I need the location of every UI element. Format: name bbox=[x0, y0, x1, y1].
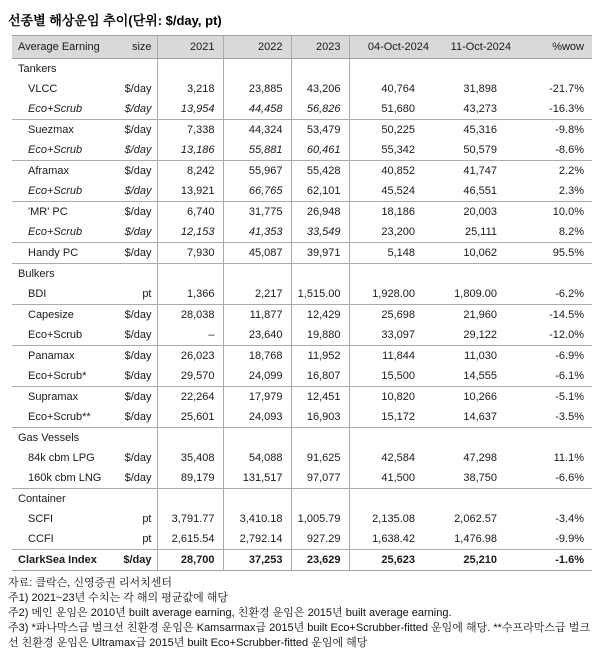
row-label: Aframax bbox=[12, 161, 110, 182]
cell-04-oct-2024: 45,524 bbox=[381, 185, 415, 197]
row-unit bbox=[110, 489, 157, 510]
cell-wow bbox=[519, 428, 592, 449]
column-header-2021: 2021 bbox=[157, 36, 223, 59]
cell-2022: 3,410.18 bbox=[223, 509, 291, 529]
cell-wow: 2.2% bbox=[519, 161, 592, 182]
cell-04-oct-2024: 1,928.00 bbox=[372, 288, 415, 300]
cell-11-oct-2024: 1,476.98 bbox=[454, 533, 497, 545]
cell-04-oct-2024: 40,764 bbox=[381, 83, 415, 95]
cell-11-oct-2024: 38,750 bbox=[463, 472, 497, 484]
cell-wow: -3.5% bbox=[555, 411, 584, 423]
cell-11-oct-2024 bbox=[437, 59, 519, 80]
column-header-wow: %wow bbox=[519, 36, 592, 59]
cell-11-oct-2024: 29,122 bbox=[463, 329, 497, 341]
table-row bbox=[12, 79, 592, 99]
cell-2023: 26,948 bbox=[291, 202, 349, 223]
cell-2022: 41,353 bbox=[223, 222, 291, 243]
row-unit: $/day bbox=[110, 346, 157, 367]
cell-2023 bbox=[291, 489, 349, 510]
cell-11-oct-2024 bbox=[437, 428, 519, 449]
column-header-11-oct-2024: 11-Oct-2024 bbox=[437, 36, 519, 59]
cell-2021: 8,242 bbox=[157, 161, 223, 182]
cell-2022: 23,640 bbox=[223, 325, 291, 346]
cell-11-oct-2024 bbox=[437, 264, 519, 285]
table-row bbox=[12, 468, 592, 489]
cell-2021: 12,153 bbox=[157, 222, 223, 243]
page-title: 선종별 해상운임 추이(단위: $/day, pt) bbox=[8, 13, 222, 28]
cell-04-oct-2024: 11,844 bbox=[349, 346, 437, 367]
cell-wow: -8.6% bbox=[555, 144, 584, 156]
cell-2021 bbox=[157, 264, 223, 285]
cell-2022 bbox=[223, 489, 291, 510]
cell-wow: -21.7% bbox=[549, 83, 584, 95]
row-label: Eco+Scrub bbox=[28, 226, 83, 238]
table-row bbox=[12, 407, 592, 428]
cell-04-oct-2024: 10,820 bbox=[349, 387, 437, 408]
table-row bbox=[12, 305, 592, 326]
cell-2023 bbox=[291, 264, 349, 285]
cell-2022: 24,099 bbox=[223, 366, 291, 387]
note-2: 주2) 메인 운임은 2010년 built average earning, 친환경 운임은 2015년 built average earning. bbox=[8, 607, 452, 619]
row-unit: $/day bbox=[110, 407, 157, 428]
cell-wow: -14.5% bbox=[519, 305, 592, 326]
table-row bbox=[12, 550, 592, 571]
cell-2023: 55,428 bbox=[291, 161, 349, 182]
cell-2023: 43,206 bbox=[291, 79, 349, 99]
cell-2022: 45,087 bbox=[223, 243, 291, 264]
cell-2021 bbox=[157, 59, 223, 80]
table-row bbox=[12, 161, 592, 182]
table-row bbox=[12, 448, 592, 468]
row-label: Supramax bbox=[12, 387, 110, 408]
cell-11-oct-2024: 20,003 bbox=[437, 202, 519, 223]
cell-11-oct-2024: 46,551 bbox=[463, 185, 497, 197]
cell-04-oct-2024: 5,148 bbox=[349, 243, 437, 264]
row-label: 'MR' PC bbox=[12, 202, 110, 223]
note-3: 주3) *파나막스급 벌크선 친환경 운임은 Kamsarmax급 2015년 built Eco+Scrubber-fitted 운임에 해당. **수프라막스급 벌크선 친환경 운임은 Ultramax급 2015년 built Eco+Scrubber-fitted 운임에 해당 bbox=[8, 622, 590, 649]
cell-04-oct-2024 bbox=[349, 264, 437, 285]
row-unit bbox=[110, 59, 157, 80]
cell-wow: -16.3% bbox=[549, 103, 584, 115]
cell-2021: 13,921 bbox=[157, 181, 223, 202]
cell-2022: 55,967 bbox=[223, 161, 291, 182]
row-label: ClarkSea Index bbox=[12, 550, 110, 571]
cell-2022: 11,877 bbox=[223, 305, 291, 326]
table-row bbox=[12, 366, 592, 387]
cell-2023: 19,880 bbox=[291, 325, 349, 346]
cell-2021: 25,601 bbox=[157, 407, 223, 428]
cell-2021: 13,954 bbox=[157, 99, 223, 120]
cell-2023: 33,549 bbox=[291, 222, 349, 243]
cell-2022: 2,217 bbox=[223, 284, 291, 305]
source-note: 자료: 클락슨, 신영증권 리서치센터 bbox=[8, 577, 173, 589]
column-header-size: size bbox=[110, 36, 157, 59]
row-label: 160k cbm LNG bbox=[28, 472, 102, 484]
cell-2021: 26,023 bbox=[157, 346, 223, 367]
row-label: Eco+Scrub bbox=[28, 144, 83, 156]
cell-2022: 44,458 bbox=[223, 99, 291, 120]
row-unit: $/day bbox=[110, 387, 157, 408]
row-label: Suezmax bbox=[12, 120, 110, 141]
cell-2022: 37,253 bbox=[223, 550, 291, 571]
row-label: Eco+Scrub* bbox=[28, 370, 87, 382]
cell-2021: 28,700 bbox=[157, 550, 223, 571]
table-row bbox=[12, 120, 592, 141]
cell-2021: 13,186 bbox=[157, 140, 223, 161]
cell-wow: -9.8% bbox=[519, 120, 592, 141]
cell-wow: 2.3% bbox=[558, 185, 584, 197]
table-body bbox=[12, 59, 592, 571]
cell-2022: 44,324 bbox=[223, 120, 291, 141]
cell-wow: -9.9% bbox=[555, 533, 584, 545]
cell-wow: -6.6% bbox=[555, 472, 584, 484]
cell-2022: 24,093 bbox=[223, 407, 291, 428]
row-unit: $/day bbox=[110, 305, 157, 326]
cell-2023 bbox=[291, 59, 349, 80]
cell-2023: 1,515.00 bbox=[291, 284, 349, 305]
cell-2021: 35,408 bbox=[157, 448, 223, 468]
cell-2021: 7,930 bbox=[157, 243, 223, 264]
section-label: Tankers bbox=[18, 63, 57, 75]
cell-04-oct-2024: 18,186 bbox=[349, 202, 437, 223]
row-label: BDI bbox=[28, 288, 47, 300]
cell-11-oct-2024: 45,316 bbox=[437, 120, 519, 141]
cell-2023 bbox=[291, 428, 349, 449]
row-label: Eco+Scrub bbox=[28, 185, 83, 197]
table-row bbox=[12, 284, 592, 305]
table-header bbox=[12, 36, 592, 59]
cell-04-oct-2024: 33,097 bbox=[381, 329, 415, 341]
cell-wow: -6.2% bbox=[555, 288, 584, 300]
cell-2023: 56,826 bbox=[291, 99, 349, 120]
cell-04-oct-2024: 15,172 bbox=[381, 411, 415, 423]
cell-2022: 23,885 bbox=[223, 79, 291, 99]
row-label: Eco+Scrub** bbox=[28, 411, 91, 423]
row-unit: $/day bbox=[110, 366, 157, 387]
cell-04-oct-2024: 2,135.08 bbox=[372, 513, 415, 525]
row-label: VLCC bbox=[28, 83, 58, 95]
cell-11-oct-2024: 47,298 bbox=[463, 452, 497, 464]
cell-wow: 11.1% bbox=[553, 452, 584, 464]
cell-2022: 18,768 bbox=[223, 346, 291, 367]
cell-2023: 12,429 bbox=[291, 305, 349, 326]
cell-11-oct-2024: 10,062 bbox=[437, 243, 519, 264]
cell-04-oct-2024: 41,500 bbox=[381, 472, 415, 484]
cell-11-oct-2024: 43,273 bbox=[463, 103, 497, 115]
cell-2021: 29,570 bbox=[157, 366, 223, 387]
cell-04-oct-2024: 25,623 bbox=[349, 550, 437, 571]
cell-2021 bbox=[157, 428, 223, 449]
section-label: Gas Vessels bbox=[12, 428, 110, 449]
cell-11-oct-2024: 10,266 bbox=[437, 387, 519, 408]
cell-2022: 55,881 bbox=[223, 140, 291, 161]
cell-2023: 39,971 bbox=[291, 243, 349, 264]
cell-wow: -3.4% bbox=[555, 513, 584, 525]
row-unit: $/day bbox=[110, 325, 157, 346]
section-label: Container bbox=[12, 489, 110, 510]
cell-04-oct-2024: 51,680 bbox=[381, 103, 415, 115]
row-unit: $/day bbox=[110, 79, 157, 99]
column-header-2022: 2022 bbox=[223, 36, 291, 59]
cell-11-oct-2024 bbox=[437, 489, 519, 510]
cell-2021: 22,264 bbox=[157, 387, 223, 408]
cell-wow: -1.6% bbox=[519, 550, 592, 571]
cell-2021 bbox=[157, 489, 223, 510]
row-label: SCFI bbox=[28, 513, 54, 525]
row-label: Handy PC bbox=[12, 243, 110, 264]
footnotes bbox=[8, 576, 592, 651]
cell-wow: 10.0% bbox=[519, 202, 592, 223]
cell-04-oct-2024 bbox=[349, 489, 437, 510]
cell-wow bbox=[519, 489, 592, 510]
row-label: Eco+Scrub bbox=[28, 329, 83, 341]
cell-2021: 3,218 bbox=[157, 79, 223, 99]
table-row bbox=[12, 99, 592, 120]
cell-11-oct-2024: 11,030 bbox=[437, 346, 519, 367]
table-row bbox=[12, 509, 592, 529]
table-row bbox=[12, 181, 592, 202]
column-header-average-earning: Average Earning bbox=[12, 36, 110, 59]
row-unit: $/day bbox=[110, 120, 157, 141]
cell-wow: -5.1% bbox=[519, 387, 592, 408]
row-unit: $/day bbox=[110, 222, 157, 243]
table-row bbox=[12, 140, 592, 161]
header-row bbox=[12, 36, 592, 59]
row-unit: pt bbox=[110, 529, 157, 550]
cell-2021: 89,179 bbox=[157, 468, 223, 489]
cell-2023: 53,479 bbox=[291, 120, 349, 141]
cell-2021: 28,038 bbox=[157, 305, 223, 326]
cell-2023: 62,101 bbox=[291, 181, 349, 202]
cell-04-oct-2024: 40,852 bbox=[349, 161, 437, 182]
cell-2022: 17,979 bbox=[223, 387, 291, 408]
column-header-2023: 2023 bbox=[291, 36, 349, 59]
section-row bbox=[12, 489, 592, 510]
cell-wow bbox=[519, 264, 592, 285]
cell-2022: 66,765 bbox=[223, 181, 291, 202]
cell-2022 bbox=[223, 264, 291, 285]
row-unit bbox=[110, 264, 157, 285]
cell-2022 bbox=[223, 59, 291, 80]
cell-04-oct-2024: 23,200 bbox=[381, 226, 415, 238]
cell-2023: 91,625 bbox=[291, 448, 349, 468]
cell-2023: 927.29 bbox=[291, 529, 349, 550]
cell-11-oct-2024: 50,579 bbox=[463, 144, 497, 156]
cell-2023: 60,461 bbox=[291, 140, 349, 161]
cell-2021: 1,366 bbox=[157, 284, 223, 305]
cell-2023: 12,451 bbox=[291, 387, 349, 408]
cell-04-oct-2024 bbox=[349, 428, 437, 449]
cell-2023: 1,005.79 bbox=[291, 509, 349, 529]
cell-2022: 2,792.14 bbox=[223, 529, 291, 550]
cell-2021: 3,791.77 bbox=[157, 509, 223, 529]
cell-11-oct-2024: 25,111 bbox=[464, 226, 497, 238]
cell-2023: 11,952 bbox=[291, 346, 349, 367]
table-row bbox=[12, 529, 592, 550]
cell-04-oct-2024: 55,342 bbox=[381, 144, 415, 156]
cell-11-oct-2024: 41,747 bbox=[437, 161, 519, 182]
row-label: CCFI bbox=[28, 533, 54, 545]
cell-wow: -6.1% bbox=[555, 370, 584, 382]
row-unit: $/day bbox=[110, 161, 157, 182]
cell-2022: 31,775 bbox=[223, 202, 291, 223]
row-unit: $/day bbox=[110, 468, 157, 489]
cell-11-oct-2024: 25,210 bbox=[437, 550, 519, 571]
note-1: 주1) 2021~23년 수치는 각 해의 평균값에 해당 bbox=[8, 592, 229, 604]
table-row bbox=[12, 222, 592, 243]
table-row bbox=[12, 346, 592, 367]
cell-11-oct-2024: 21,960 bbox=[437, 305, 519, 326]
cell-wow: 8.2% bbox=[558, 226, 584, 238]
section-label: Bulkers bbox=[12, 264, 110, 285]
cell-wow: -6.9% bbox=[519, 346, 592, 367]
cell-11-oct-2024: 1,809.00 bbox=[454, 288, 497, 300]
cell-04-oct-2024: 25,698 bbox=[349, 305, 437, 326]
cell-2021: – bbox=[157, 325, 223, 346]
cell-wow: -12.0% bbox=[549, 329, 584, 341]
section-row bbox=[12, 59, 592, 80]
cell-2021: 2,615.54 bbox=[157, 529, 223, 550]
row-label: Capesize bbox=[12, 305, 110, 326]
row-unit: pt bbox=[110, 284, 157, 305]
cell-04-oct-2024: 50,225 bbox=[349, 120, 437, 141]
row-unit: pt bbox=[110, 509, 157, 529]
cell-2021: 7,338 bbox=[157, 120, 223, 141]
section-row bbox=[12, 264, 592, 285]
table-row bbox=[12, 243, 592, 264]
cell-04-oct-2024: 42,584 bbox=[381, 452, 415, 464]
table-row bbox=[12, 202, 592, 223]
table-row bbox=[12, 387, 592, 408]
column-header-04-oct-2024: 04-Oct-2024 bbox=[349, 36, 437, 59]
row-unit: $/day bbox=[110, 202, 157, 223]
cell-2022 bbox=[223, 428, 291, 449]
cell-04-oct-2024 bbox=[349, 59, 437, 80]
cell-wow: 95.5% bbox=[519, 243, 592, 264]
row-unit: $/day bbox=[110, 181, 157, 202]
row-unit bbox=[110, 428, 157, 449]
row-unit: $/day bbox=[110, 448, 157, 468]
row-label: Panamax bbox=[12, 346, 110, 367]
cell-wow bbox=[519, 59, 592, 80]
row-label: Eco+Scrub bbox=[28, 103, 83, 115]
cell-2023: 23,629 bbox=[291, 550, 349, 571]
cell-2023: 16,807 bbox=[291, 366, 349, 387]
row-label: 84k cbm LPG bbox=[28, 452, 95, 464]
cell-2021: 6,740 bbox=[157, 202, 223, 223]
row-unit: $/day bbox=[110, 550, 157, 571]
cell-04-oct-2024: 1,638.42 bbox=[372, 533, 415, 545]
cell-11-oct-2024: 14,555 bbox=[463, 370, 497, 382]
table-row bbox=[12, 325, 592, 346]
cell-11-oct-2024: 14,637 bbox=[463, 411, 497, 423]
cell-11-oct-2024: 31,898 bbox=[463, 83, 497, 95]
cell-04-oct-2024: 15,500 bbox=[381, 370, 415, 382]
cell-2022: 131,517 bbox=[223, 468, 291, 489]
cell-2022: 54,088 bbox=[223, 448, 291, 468]
cell-11-oct-2024: 2,062.57 bbox=[454, 513, 497, 525]
section-row bbox=[12, 428, 592, 449]
cell-2023: 97,077 bbox=[291, 468, 349, 489]
row-unit: $/day bbox=[110, 140, 157, 161]
freight-rate-table bbox=[12, 35, 592, 571]
row-unit: $/day bbox=[110, 243, 157, 264]
cell-2023: 16,903 bbox=[291, 407, 349, 428]
row-unit: $/day bbox=[110, 99, 157, 120]
